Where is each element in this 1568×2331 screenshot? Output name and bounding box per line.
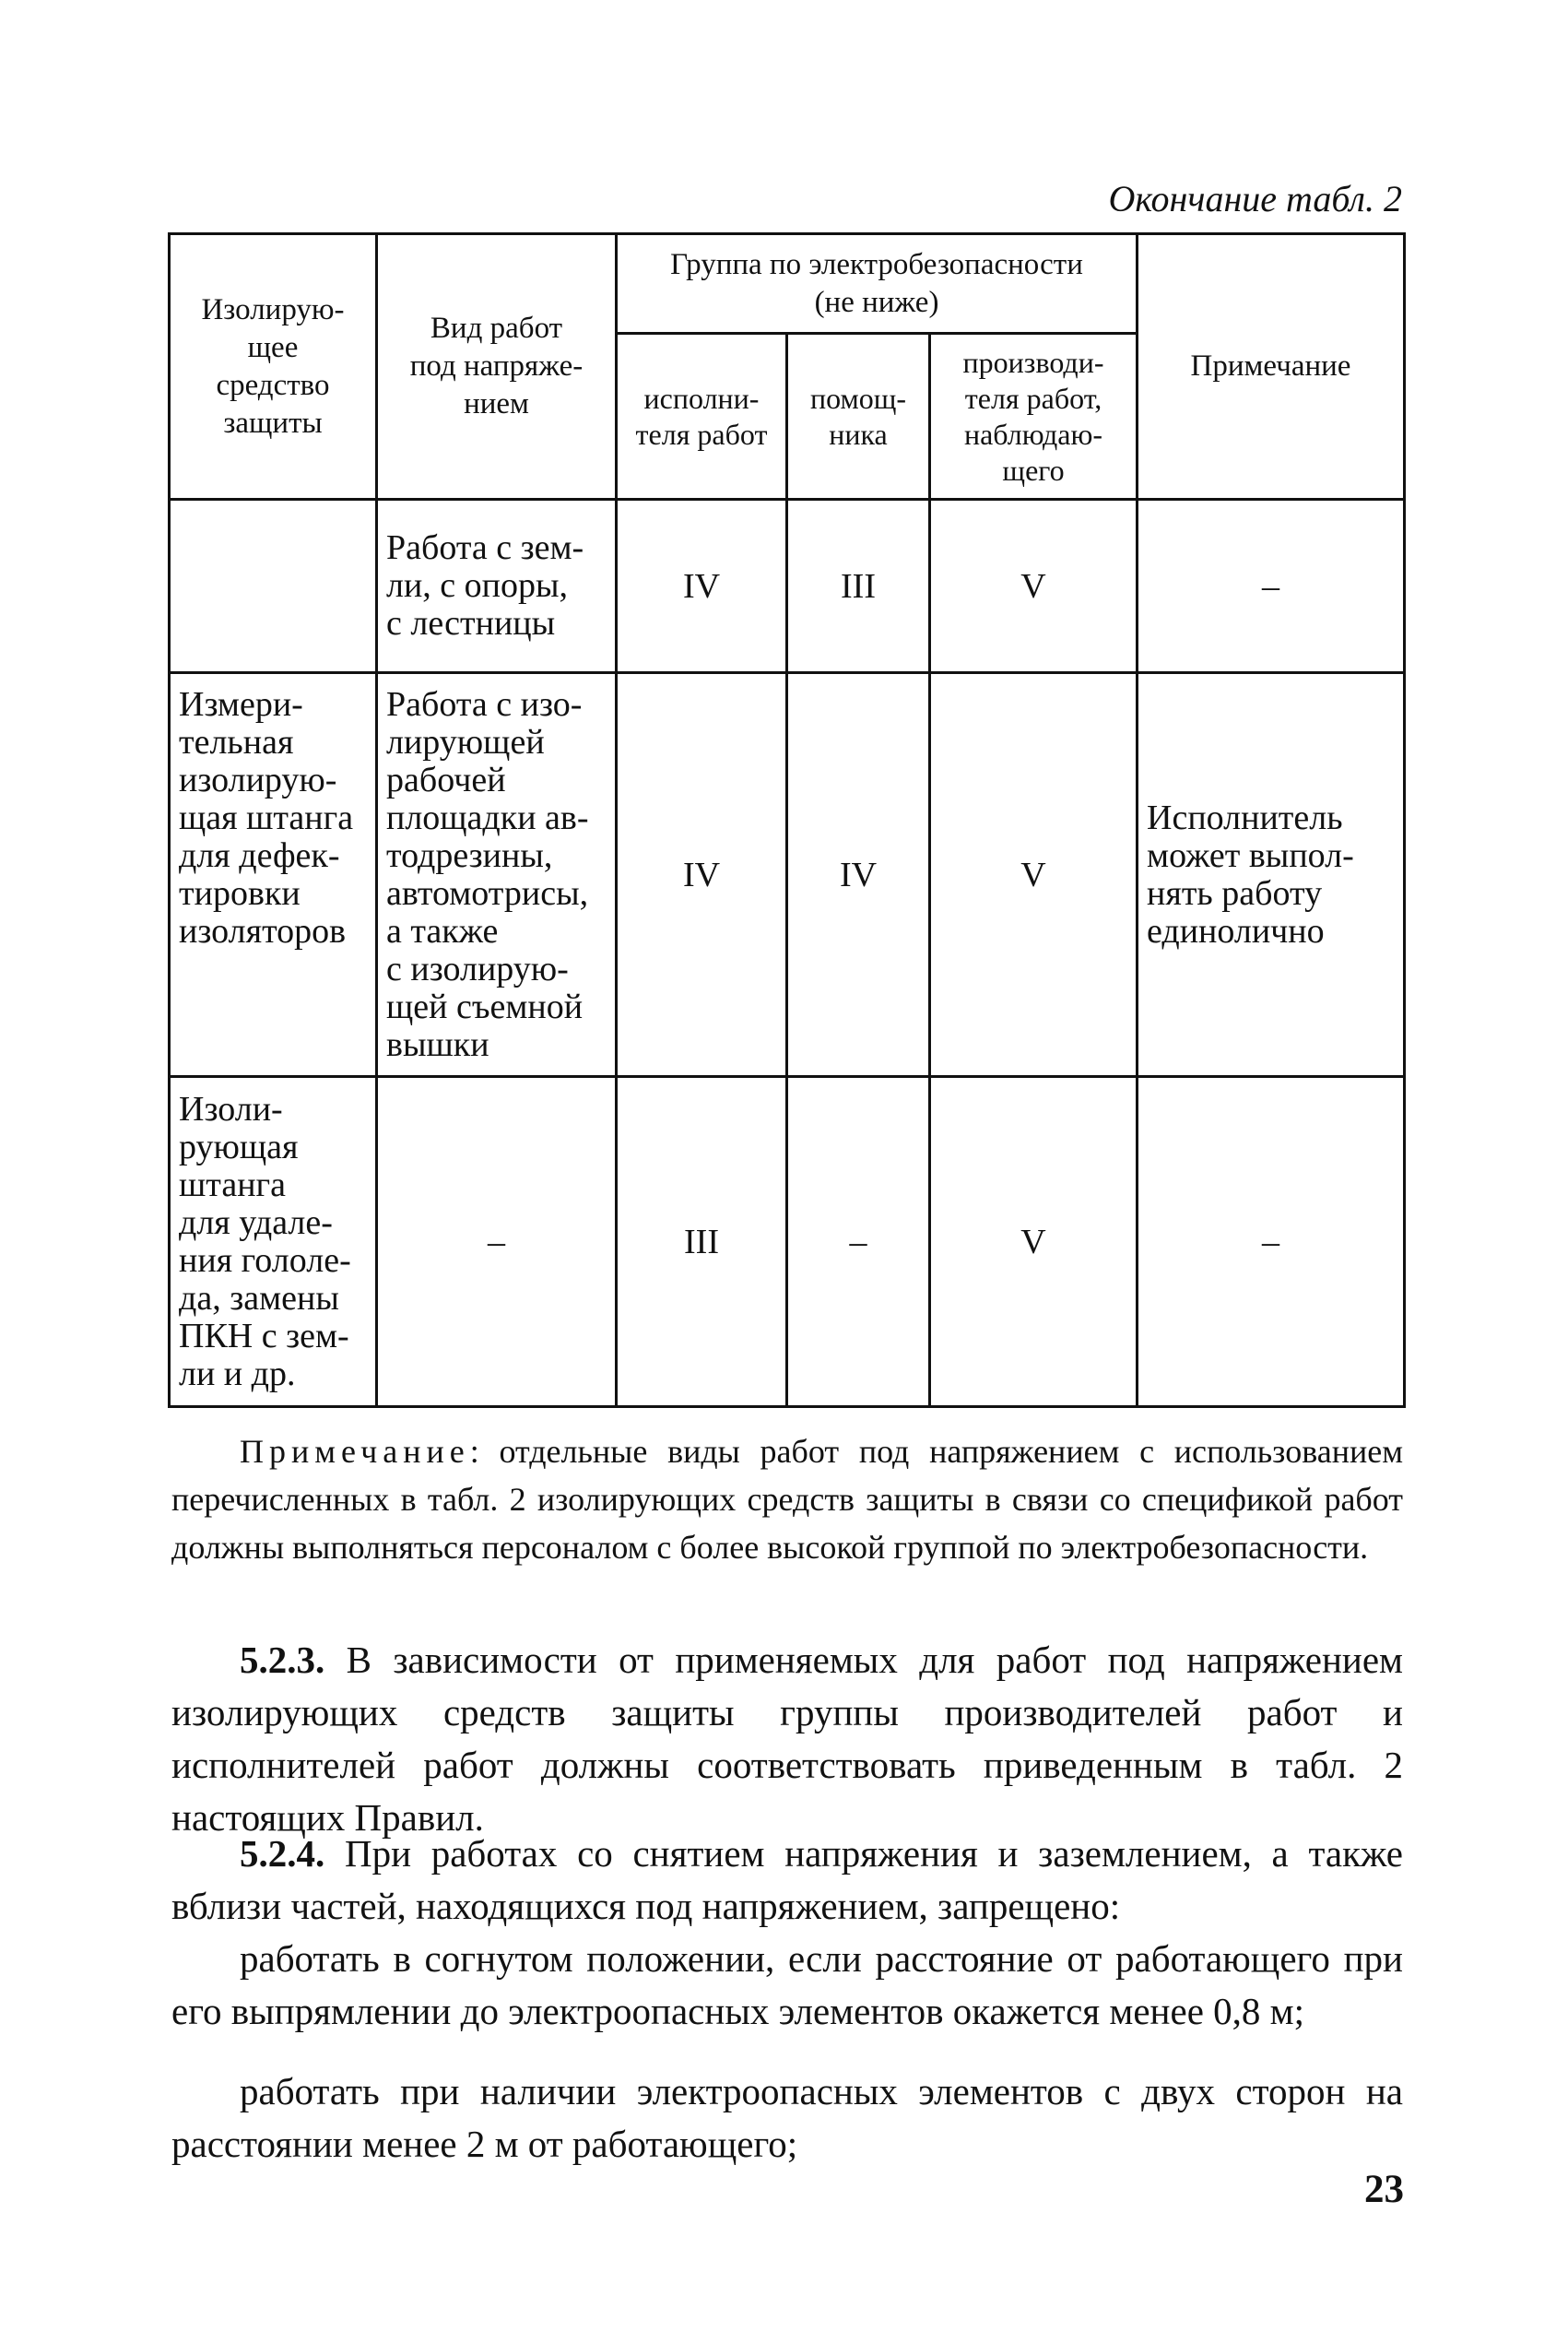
cell-tool: Измери- тельная изолирую- щая штанга для дефек- тировки изоляторов <box>170 673 377 1077</box>
prohibition-item: работать в согнутом положении, если расстояние от работающего при его выпрямлении до электроопасных элементов окажется менее 0,8 м; <box>171 1937 1403 2032</box>
header-safety-group: Группа по электробезопасности (не ниже) <box>617 234 1138 334</box>
cell-group-supervisor: V <box>930 673 1138 1077</box>
cell-group-executor: IV <box>617 500 787 673</box>
header-executor: исполни- теля работ <box>617 334 787 500</box>
table-row <box>170 500 1405 673</box>
paragraph-5-2-3: 5.2.3. В зависимости от применяемых для работ под напряжением изолирующих средств защиты группы производителей работ и исполнителей работ должны соответствовать приведенным в табл. 2 настоящих Правил. <box>171 1639 1403 1839</box>
table-caption: Окончание табл. 2 <box>1108 178 1402 219</box>
cell-tool <box>170 500 377 673</box>
header-note: Примечание <box>1138 234 1405 500</box>
cell-work: Работа с зем- ли, с опоры, с лестницы <box>377 500 617 673</box>
table-row <box>170 1077 1405 1407</box>
paragraph-5-2-4: 5.2.4. При работах со снятием напряжения и заземлением, а также вблизи частей, находящихся под напряжением, запрещено: <box>171 1832 1403 1927</box>
table-row <box>170 673 1405 1077</box>
note-text: : отдельные виды работ под напряжением с использованием перечисленных в табл. 2 изолирующих средств защиты в связи со спецификой работ должны выполняться персоналом с более высокой группой по электробезопасности. <box>171 1433 1403 1566</box>
cell-note: Исполнитель может выпол- нять работу единолично <box>1138 673 1405 1077</box>
cell-group-supervisor: V <box>930 500 1138 673</box>
cell-note: – <box>1138 1077 1405 1407</box>
cell-tool: Изоли- рующая штанга для удале- ния гололе- да, замены ПКН с зем- ли и др. <box>170 1077 377 1407</box>
cell-group-executor: IV <box>617 673 787 1077</box>
page-number: 23 <box>1364 2168 1404 2211</box>
prohibition-item: работать при наличии электроопасных элементов с двух сторон на расстоянии менее 2 м от работающего; <box>171 2070 1403 2165</box>
cell-group-assistant: – <box>787 1077 930 1407</box>
note-label: Примечание <box>240 1433 470 1470</box>
header-work-type: Вид работ под напряже- нием <box>377 234 617 500</box>
header-supervisor: производи- теля работ, наблюдаю- щего <box>930 334 1138 500</box>
clause-number: 5.2.3. <box>240 1639 325 1681</box>
header-tool: Изолирую- щее средство защиты <box>170 234 377 500</box>
cell-note: – <box>1138 500 1405 673</box>
table-note <box>171 1427 1403 1571</box>
cell-work: – <box>377 1077 617 1407</box>
cell-work: Работа с изо- лирующей рабочей площадки ав- тодрезины, автомотрисы, а также с изолирую- щей съемной вышки <box>377 673 617 1077</box>
clause-number: 5.2.4. <box>240 1832 325 1875</box>
cell-group-assistant: IV <box>787 673 930 1077</box>
cell-group-assistant: III <box>787 500 930 673</box>
header-assistant: помощ- ника <box>787 334 930 500</box>
cell-group-executor: III <box>617 1077 787 1407</box>
cell-group-supervisor: V <box>930 1077 1138 1407</box>
safety-groups-table <box>168 232 1406 1408</box>
